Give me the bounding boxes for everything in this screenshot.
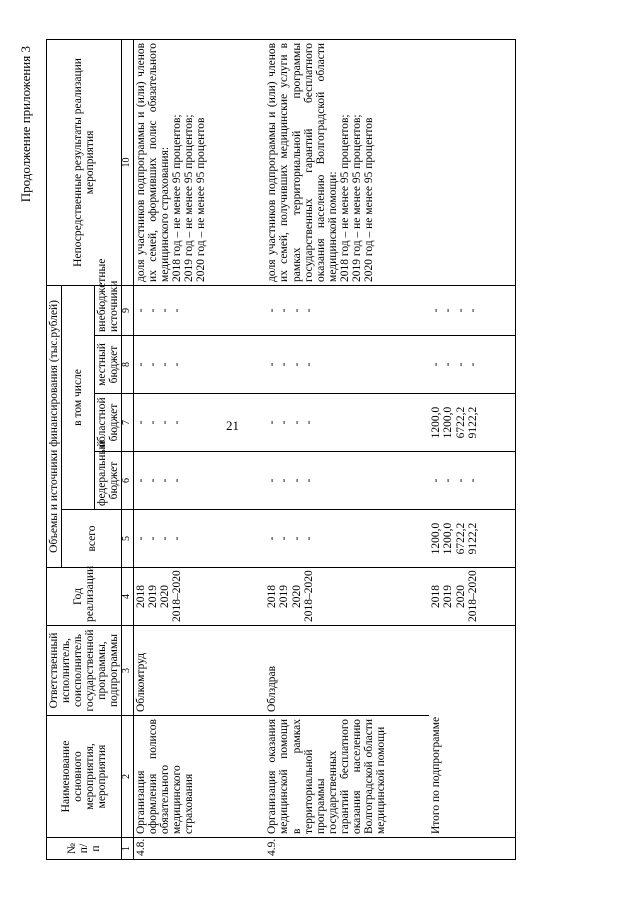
header-name: Наименование основного мероприятия, мероприятия: [47, 716, 122, 838]
col-number: 1: [122, 838, 134, 860]
rotated-table-container: [18, 40, 479, 860]
federal-values: - - - -: [429, 452, 515, 510]
header-executor: Ответственный исполнитель, соисполнитель государственной программы, подпрограммы: [47, 626, 122, 716]
activity-name: Организация оформления полисов обязательного медицинского страхования: [133, 716, 265, 838]
executor: Облкомтруд: [133, 626, 265, 716]
header-financing: Объемы и источники финансирования (тыс.рублей): [47, 285, 62, 567]
activity-name: Организация оказания медицинской помощи в рамках территориальной программы государственных гарантий бесплатного оказания населению Волгоградской области медицинской помощи: [265, 716, 429, 838]
local-values: - - - -: [133, 336, 265, 394]
result-text: доля участников подпрограммы и (или) членов их семей, оформивших полис обязательного медицинского страхования: 2018 год – не менее 95 процентов; 2019 год – не менее 95 процентов; 2020 год – не менее 95 процентов: [133, 39, 265, 285]
header-federal: федеральный бюджет: [95, 452, 122, 510]
header-extra: внебюджетные источники: [95, 285, 122, 335]
total-values: - - - -: [133, 510, 265, 568]
extra-values: - - - -: [265, 285, 429, 335]
header-year: Год реализации: [47, 568, 122, 626]
total-values: - - - -: [265, 510, 429, 568]
regional-values: - - - -: [265, 394, 429, 452]
federal-values: - - - -: [265, 452, 429, 510]
header-num: № п/п: [47, 838, 122, 860]
regional-values: 1200,0 1200,0 6722,2 9122,2: [429, 394, 515, 452]
federal-values: - - - -: [133, 452, 265, 510]
col-number: 2: [122, 716, 134, 838]
col-number: 8: [122, 336, 134, 394]
row-number-empty: [429, 838, 515, 860]
table-row-4-9: [265, 39, 429, 859]
appendix-label: Продолжение приложения 3: [18, 46, 33, 203]
col-number: 6: [122, 452, 134, 510]
header-local: местный бюджет: [95, 336, 122, 394]
row-number: 4.9.: [265, 838, 429, 860]
years: 2018 2019 2020 2018–2020: [429, 568, 515, 626]
col-number: 3: [122, 626, 134, 716]
extra-values: - - - -: [429, 285, 515, 335]
total-values: 1200,0 1200,0 6722,2 9122,2: [429, 510, 515, 568]
table-row-4-8: [133, 39, 265, 859]
program-activities-table: [46, 39, 516, 860]
result-text: доля участников подпрограммы и (или) членов их семей, получивших медицинские услуги в рамках территориальной программы государственных гарантий бесплатного оказания населению Волгоградской области медицинской помощи: 2018 год – не менее 95 процентов; 2019 год – не менее 95 процентов; 2020 год – не менее 95 процентов: [265, 39, 429, 285]
local-values: - - - -: [265, 336, 429, 394]
years: 2018 2019 2020 2018–2020: [133, 568, 265, 626]
years: 2018 2019 2020 2018–2020: [265, 568, 429, 626]
page-number: 21: [226, 418, 239, 433]
col-number: 4: [122, 568, 134, 626]
extra-values: - - - -: [133, 285, 265, 335]
header-result: Непосредственные результаты реализации мероприятия: [47, 39, 122, 285]
header-regional: областной бюджет: [95, 394, 122, 452]
header-including: в том числе: [62, 285, 95, 509]
regional-values: - - - -: [133, 394, 265, 452]
col-number: 7: [122, 394, 134, 452]
col-number: 5: [122, 510, 134, 568]
table-row-total: [429, 39, 515, 859]
col-number: 10: [122, 39, 134, 285]
total-label: Итого по подпрограмме: [429, 626, 515, 838]
col-number: 9: [122, 285, 134, 335]
header-total: всего: [62, 510, 122, 568]
executor: Облздрав: [265, 626, 429, 716]
result-empty: [429, 39, 515, 285]
row-number: 4.8.: [133, 838, 265, 860]
local-values: - - - -: [429, 336, 515, 394]
